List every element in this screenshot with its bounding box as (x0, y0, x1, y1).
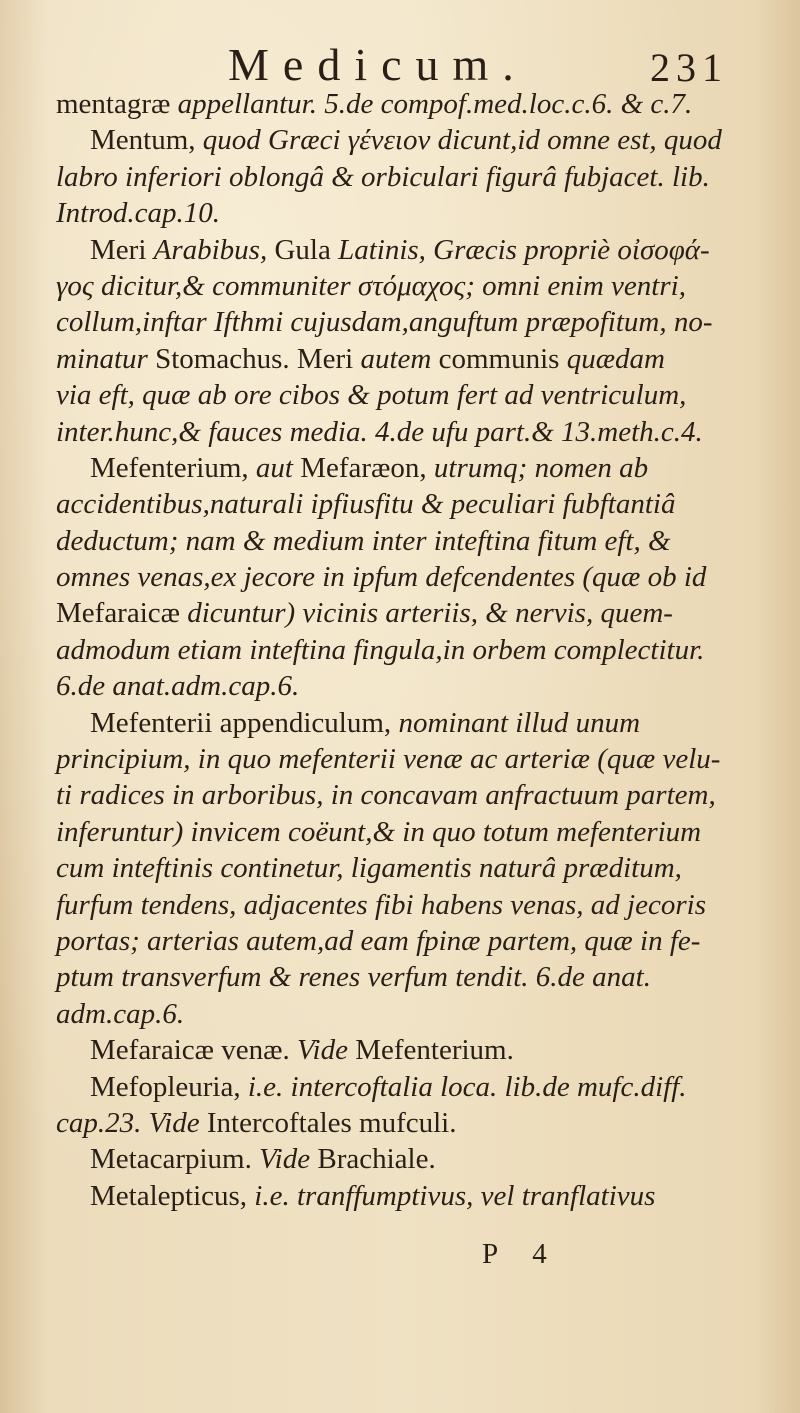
text-line (56, 1178, 746, 1214)
italic-text: inter.hunc,& fauces media. 4.de ufu part.& 13.meth.c.4. (56, 415, 703, 448)
roman-term: Metalepticus, (90, 1179, 255, 1212)
text-line (56, 887, 746, 923)
roman-term: Meri (90, 233, 154, 266)
italic-text: principium, in quo mefenterii venæ ac arteriæ (quæ velu- (56, 743, 721, 776)
text-line (56, 632, 746, 668)
roman-term: Mefenterium, (90, 451, 256, 484)
signature-mark: P 4 (482, 1238, 561, 1270)
roman-term: Mefaraicæ venæ. (90, 1034, 297, 1067)
roman-term: Mefaraicæ (56, 597, 188, 630)
italic-text: labro inferiori oblongâ & orbiculari figurâ fubjacet. lib. (56, 160, 710, 193)
text-line (56, 414, 746, 450)
roman-term: Mefopleuria, (90, 1070, 248, 1103)
text-line (56, 1032, 746, 1068)
italic-text: i.e. tranffumptivus, vel tranflativus (254, 1179, 656, 1212)
italic-text: accidentibus,naturali ipfiusfitu & peculiari fubftantiâ (56, 488, 676, 521)
roman-term: Gula (274, 233, 339, 266)
italic-text: Introd.cap.10. (56, 197, 221, 230)
roman-term: Mefenterii appendiculum, (90, 706, 399, 739)
page-number: 231 (650, 45, 728, 90)
text-line (56, 595, 746, 631)
text-line (56, 705, 746, 741)
text-line (56, 377, 746, 413)
italic-text: γος dicitur,& communiter στόμαχος; omni enim ventri, (56, 269, 686, 302)
italic-text: Vide (296, 1034, 356, 1067)
text-line (56, 923, 746, 959)
roman-term: Intercoftales mufculi. (206, 1106, 457, 1139)
italic-text: ti radices in arboribus, in concavam anfractuum partem, (56, 779, 716, 812)
roman-term: mentagræ (56, 88, 178, 120)
text-line (56, 559, 746, 595)
italic-text: quod Græci γένειον dicunt,id omne est, quod (202, 124, 722, 157)
italic-text: appellantur. 5.de compof.med.loc.c.6. & c.7. (177, 88, 693, 120)
catchline (0, 1238, 800, 1278)
roman-term: Brachiale. (317, 1143, 436, 1176)
roman-term: Metacarpium. (90, 1143, 260, 1176)
text-line (56, 268, 746, 304)
italic-text: collum,inftar Ifthmi cujusdam,anguftum præpofitum, no- (56, 306, 713, 339)
italic-text: Latinis, Græcis propriè οἰσοφά- (338, 233, 710, 266)
italic-text: inferuntur) invicem coëunt,& in quo totum mefenterium (56, 815, 702, 848)
roman-term: Mefaræon, (300, 451, 434, 484)
italic-text: Arabibus, (153, 233, 275, 266)
text-line (56, 523, 746, 559)
italic-text: cap.23. Vide (56, 1106, 207, 1139)
italic-text: omnes venas,ex jecore in ipfum defcendentes (quæ ob id (56, 561, 707, 594)
italic-text: Vide (259, 1143, 318, 1176)
text-line (56, 850, 746, 886)
roman-term: Mefenterium. (355, 1034, 514, 1067)
text-line (56, 741, 746, 777)
text-line (56, 996, 746, 1032)
italic-text: furfum tendens, adjacentes fibi habens venas, ad jecoris (56, 888, 706, 921)
roman-term: Stomachus. Meri (155, 342, 361, 375)
text-line (56, 1141, 746, 1177)
text-line (56, 159, 746, 195)
text-line (56, 814, 746, 850)
italic-text: deductum; nam & medium inter inteftina fitum eft, & (56, 524, 671, 557)
text-line (56, 341, 746, 377)
italic-text: quædam (566, 342, 666, 375)
italic-text: 6.de anat.adm.cap.6. (56, 670, 300, 703)
running-title: Medicum. (228, 39, 528, 90)
italic-text: adm.cap.6. (56, 997, 185, 1030)
text-line (56, 777, 746, 813)
italic-text: minatur (56, 342, 156, 375)
text-line (56, 450, 746, 486)
text-line (56, 959, 746, 995)
italic-text: aut (255, 451, 301, 484)
text-line (56, 86, 746, 122)
roman-term: communis (438, 342, 567, 375)
italic-text: dicuntur) vicinis arteriis, & nervis, quem- (187, 597, 673, 630)
text-line (56, 195, 746, 231)
italic-text: nominant illud unum (398, 706, 641, 739)
italic-text: i.e. intercoftalia loca. lib.de mufc.diff. (247, 1070, 687, 1103)
italic-text: admodum etiam inteftina fingula,in orbem complectitur. (56, 633, 705, 666)
body-text (56, 86, 746, 1214)
italic-text: cum inteftinis continetur, ligamentis naturâ præditum, (56, 852, 682, 885)
italic-text: autem (360, 342, 439, 375)
text-line (56, 304, 746, 340)
italic-text: portas; arterias autem,ad eam fpinæ partem, quæ in fe- (56, 924, 701, 957)
text-line (56, 1069, 746, 1105)
text-line (56, 668, 746, 704)
italic-text: ptum transverfum & renes verfum tendit. 6.de anat. (56, 961, 651, 994)
roman-term: Mentum, (90, 124, 203, 157)
italic-text: utrumq; nomen ab (433, 451, 649, 484)
text-line (56, 122, 746, 158)
text-line (56, 486, 746, 522)
text-line (56, 1105, 746, 1141)
italic-text: via eft, quæ ab ore cibos & potum fert ad ventriculum, (56, 379, 687, 412)
text-line (56, 232, 746, 268)
